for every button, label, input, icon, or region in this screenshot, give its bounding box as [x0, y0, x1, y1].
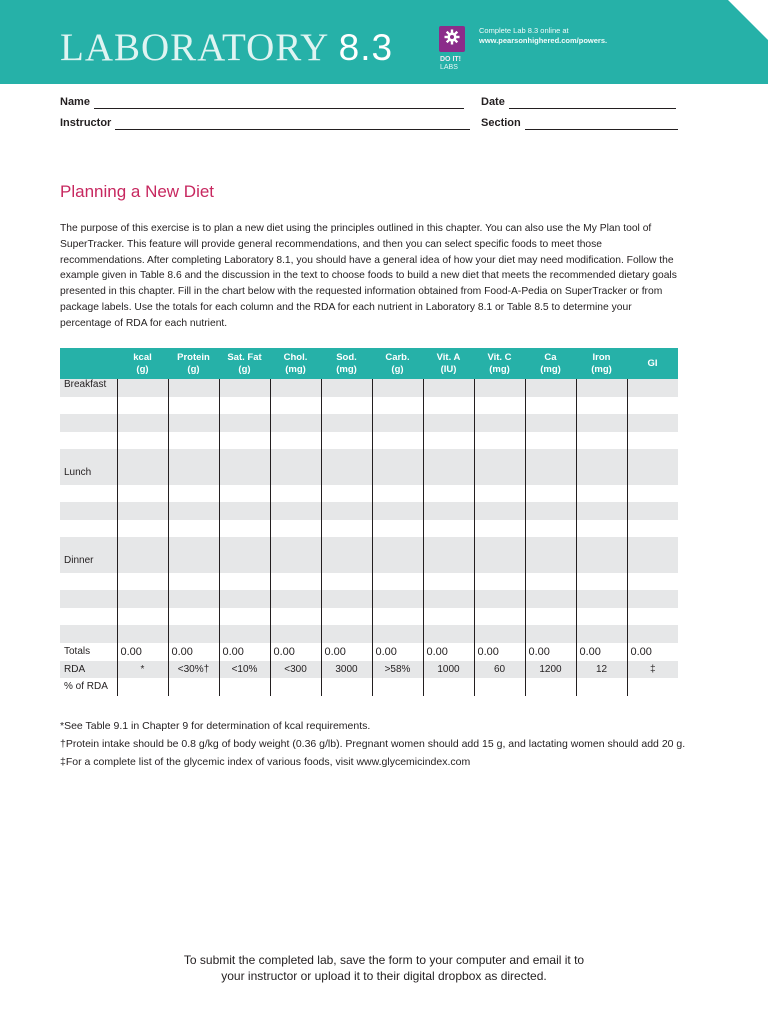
rda-value: >58%: [372, 661, 423, 679]
table-cell[interactable]: [627, 379, 678, 397]
pct-rda-label: % of RDA: [60, 678, 117, 696]
table-cell[interactable]: [117, 573, 168, 591]
col-header-protein: Protein (g): [168, 348, 219, 379]
badge-line-2: LABS: [440, 64, 458, 71]
rda-value: 60: [474, 661, 525, 679]
row-label: [60, 485, 117, 503]
table-cell[interactable]: [372, 555, 423, 573]
table-cell[interactable]: [627, 414, 678, 432]
table-cell[interactable]: [423, 414, 474, 432]
table-cell[interactable]: [372, 432, 423, 450]
table-cell[interactable]: [168, 625, 219, 643]
footer-line-1: To submit the completed lab, save the form to your computer and email it to: [183, 953, 585, 967]
table-cell[interactable]: [372, 467, 423, 485]
table-cell[interactable]: [321, 625, 372, 643]
table-cell[interactable]: [576, 397, 627, 415]
row-label: [60, 520, 117, 538]
table-cell[interactable]: [219, 432, 270, 450]
table-cell[interactable]: [474, 502, 525, 520]
table-cell[interactable]: [219, 449, 270, 467]
table-cell[interactable]: [321, 485, 372, 503]
section-label: Dinner: [60, 555, 117, 573]
table-cell[interactable]: [474, 414, 525, 432]
row-label: [60, 625, 117, 643]
section-input-line[interactable]: [525, 118, 678, 130]
table-cell[interactable]: [321, 608, 372, 626]
table-cell[interactable]: [576, 573, 627, 591]
table-cell[interactable]: [219, 625, 270, 643]
total-value[interactable]: 0.00: [372, 643, 423, 661]
pct-rda-value[interactable]: [372, 678, 423, 696]
table-cell[interactable]: [372, 485, 423, 503]
table-cell[interactable]: [525, 414, 576, 432]
table-row: [60, 661, 678, 679]
table-cell[interactable]: [219, 537, 270, 555]
pct-rda-value[interactable]: [474, 678, 525, 696]
row-label: [60, 397, 117, 415]
table-cell[interactable]: [423, 555, 474, 573]
footnotes: [60, 717, 685, 771]
diet-planning-table: [60, 348, 678, 696]
name-input-line[interactable]: [94, 97, 464, 109]
table-cell[interactable]: [270, 379, 321, 397]
table-cell[interactable]: [474, 397, 525, 415]
table-cell[interactable]: [576, 432, 627, 450]
totals-label: Totals: [60, 643, 117, 661]
table-cell[interactable]: [117, 397, 168, 415]
row-label: [60, 537, 117, 555]
online-lab-note: [479, 26, 607, 46]
table-cell[interactable]: [321, 449, 372, 467]
col-header-chol: Chol. (mg): [270, 348, 321, 379]
table-row: [60, 449, 678, 467]
table-cell[interactable]: [270, 485, 321, 503]
table-cell[interactable]: [474, 555, 525, 573]
table-cell[interactable]: [168, 379, 219, 397]
table-cell[interactable]: [474, 537, 525, 555]
date-label: Date: [481, 96, 505, 108]
table-cell[interactable]: [474, 520, 525, 538]
online-lab-link[interactable]: www.pearsonhighered.com/powers.: [479, 36, 608, 45]
table-cell[interactable]: [627, 537, 678, 555]
table-cell[interactable]: [321, 432, 372, 450]
total-value[interactable]: 0.00: [321, 643, 372, 661]
table-cell[interactable]: [576, 590, 627, 608]
table-cell[interactable]: [270, 467, 321, 485]
total-value[interactable]: 0.00: [270, 643, 321, 661]
table-cell[interactable]: [474, 485, 525, 503]
table-cell[interactable]: [576, 502, 627, 520]
table-cell[interactable]: [627, 502, 678, 520]
table-cell[interactable]: [576, 485, 627, 503]
table-cell[interactable]: [219, 414, 270, 432]
row-label: [60, 608, 117, 626]
table-cell[interactable]: [117, 608, 168, 626]
footnote-protein: †Protein intake should be 0.8 g/kg of body weight (0.36 g/lb). Pregnant women should add 15 g, and lactating women should add 20 g.: [60, 738, 686, 750]
footnote-kcal: *See Table 9.1 in Chapter 9 for determination of kcal requirements.: [60, 720, 371, 732]
table-cell[interactable]: [117, 502, 168, 520]
table-cell[interactable]: [117, 537, 168, 555]
col-header-iron: Iron (mg): [576, 348, 627, 379]
table-cell[interactable]: [117, 485, 168, 503]
table-row: [60, 502, 678, 520]
date-input-line[interactable]: [509, 97, 676, 109]
col-header-ca: Ca (mg): [525, 348, 576, 379]
table-row: [60, 537, 678, 555]
table-cell[interactable]: [168, 414, 219, 432]
table-cell[interactable]: [321, 467, 372, 485]
table-cell[interactable]: [423, 502, 474, 520]
header-corner-fold: [728, 0, 768, 40]
table-cell[interactable]: [627, 608, 678, 626]
table-cell[interactable]: [525, 379, 576, 397]
total-value[interactable]: 0.00: [627, 643, 678, 661]
table-cell[interactable]: [321, 502, 372, 520]
table-cell[interactable]: [372, 573, 423, 591]
table-cell[interactable]: [372, 537, 423, 555]
table-cell[interactable]: [474, 467, 525, 485]
rda-value: 1200: [525, 661, 576, 679]
table-row: [60, 432, 678, 450]
table-cell[interactable]: [576, 520, 627, 538]
table-cell[interactable]: [525, 573, 576, 591]
total-value[interactable]: 0.00: [576, 643, 627, 661]
table-cell[interactable]: [372, 379, 423, 397]
table-cell[interactable]: [423, 432, 474, 450]
table-cell[interactable]: [168, 573, 219, 591]
table-cell[interactable]: [627, 397, 678, 415]
table-row: [60, 608, 678, 626]
table-row: [60, 643, 678, 661]
table-cell[interactable]: [168, 485, 219, 503]
table-cell[interactable]: [270, 397, 321, 415]
table-cell[interactable]: [576, 379, 627, 397]
table-cell[interactable]: [423, 608, 474, 626]
pct-rda-value[interactable]: [321, 678, 372, 696]
col-header-sod: Sod. (mg): [321, 348, 372, 379]
table-cell[interactable]: [627, 520, 678, 538]
lab-title: [60, 26, 393, 70]
table-cell[interactable]: [219, 555, 270, 573]
table-cell[interactable]: [270, 520, 321, 538]
rda-label: RDA: [60, 661, 117, 679]
header-blank: [60, 348, 117, 379]
table-cell[interactable]: [627, 467, 678, 485]
table-cell[interactable]: [576, 608, 627, 626]
section-label: Lunch: [60, 467, 117, 485]
total-value[interactable]: 0.00: [168, 643, 219, 661]
table-row: [60, 379, 678, 397]
table-cell[interactable]: [117, 625, 168, 643]
table-cell[interactable]: [372, 520, 423, 538]
table-cell[interactable]: [627, 555, 678, 573]
table-cell[interactable]: [168, 397, 219, 415]
table-cell[interactable]: [627, 449, 678, 467]
table-cell[interactable]: [321, 379, 372, 397]
table-cell[interactable]: [525, 467, 576, 485]
do-it-labs-label: [440, 56, 461, 72]
table-cell[interactable]: [525, 449, 576, 467]
table-cell[interactable]: [423, 520, 474, 538]
table-cell[interactable]: [576, 555, 627, 573]
row-label: [60, 449, 117, 467]
pct-rda-value[interactable]: [168, 678, 219, 696]
date-field[interactable]: [481, 95, 676, 109]
table-cell[interactable]: [372, 502, 423, 520]
table-cell[interactable]: [168, 590, 219, 608]
table-cell[interactable]: [270, 502, 321, 520]
table-cell[interactable]: [168, 608, 219, 626]
pct-rda-value[interactable]: [627, 678, 678, 696]
table-cell[interactable]: [219, 397, 270, 415]
total-value[interactable]: 0.00: [219, 643, 270, 661]
table-cell[interactable]: [525, 520, 576, 538]
pct-rda-value[interactable]: [117, 678, 168, 696]
table-cell[interactable]: [270, 414, 321, 432]
table-cell[interactable]: [423, 625, 474, 643]
table-cell[interactable]: [474, 573, 525, 591]
rda-value: <300: [270, 661, 321, 679]
table-cell[interactable]: [525, 625, 576, 643]
table-row: [60, 678, 678, 696]
rda-value: 1000: [423, 661, 474, 679]
table-cell[interactable]: [525, 555, 576, 573]
name-label: Name: [60, 96, 90, 108]
table-cell[interactable]: [219, 590, 270, 608]
section-label: Section: [481, 117, 521, 129]
total-value[interactable]: 0.00: [423, 643, 474, 661]
total-value[interactable]: 0.00: [117, 643, 168, 661]
online-note-text: Complete Lab 8.3 online at: [479, 26, 569, 35]
pct-rda-value[interactable]: [270, 678, 321, 696]
table-cell[interactable]: [117, 590, 168, 608]
table-cell[interactable]: [372, 449, 423, 467]
lab-header-banner: [0, 0, 768, 84]
footnote-glycemic-index: ‡For a complete list of the glycemic index of various foods, visit www.glycemicindex.com: [60, 756, 471, 768]
table-cell[interactable]: [372, 414, 423, 432]
table-cell[interactable]: [372, 625, 423, 643]
pct-rda-value[interactable]: [525, 678, 576, 696]
table-row: [60, 625, 678, 643]
rda-value: 12: [576, 661, 627, 679]
table-cell[interactable]: [321, 414, 372, 432]
section-label: Breakfast: [60, 379, 117, 397]
instructor-field[interactable]: [60, 116, 470, 130]
table-cell[interactable]: [423, 449, 474, 467]
instructor-input-line[interactable]: [115, 118, 470, 130]
table-row: [60, 485, 678, 503]
table-cell[interactable]: [474, 590, 525, 608]
table-cell[interactable]: [321, 397, 372, 415]
section-field[interactable]: [481, 116, 678, 130]
table-cell[interactable]: [168, 537, 219, 555]
table-cell[interactable]: [117, 432, 168, 450]
table-cell[interactable]: [270, 537, 321, 555]
table-cell[interactable]: [576, 414, 627, 432]
table-row: [60, 555, 678, 573]
do-it-labs-badge[interactable]: [439, 26, 465, 52]
table-cell[interactable]: [423, 467, 474, 485]
rda-value: 3000: [321, 661, 372, 679]
table-cell[interactable]: [474, 608, 525, 626]
col-header-vit-a: Vit. A (IU): [423, 348, 474, 379]
total-value[interactable]: 0.00: [474, 643, 525, 661]
table-cell[interactable]: [117, 414, 168, 432]
table-cell[interactable]: [525, 485, 576, 503]
table-cell[interactable]: [525, 537, 576, 555]
table-cell[interactable]: [627, 573, 678, 591]
pct-rda-value[interactable]: [423, 678, 474, 696]
table-cell[interactable]: [372, 590, 423, 608]
table-cell[interactable]: [474, 379, 525, 397]
table-cell[interactable]: [168, 502, 219, 520]
table-cell[interactable]: [627, 625, 678, 643]
row-label: [60, 590, 117, 608]
table-cell[interactable]: [525, 590, 576, 608]
table-cell[interactable]: [474, 625, 525, 643]
table-cell[interactable]: [321, 555, 372, 573]
col-header-sat-fat: Sat. Fat (g): [219, 348, 270, 379]
table-cell[interactable]: [423, 573, 474, 591]
table-cell[interactable]: [117, 379, 168, 397]
table-cell[interactable]: [525, 397, 576, 415]
col-header-vit-c: Vit. C (mg): [474, 348, 525, 379]
table-cell[interactable]: [423, 379, 474, 397]
pct-rda-value[interactable]: [576, 678, 627, 696]
col-header-carb: Carb. (g): [372, 348, 423, 379]
table-cell[interactable]: [168, 449, 219, 467]
table-cell[interactable]: [168, 467, 219, 485]
table-row: [60, 590, 678, 608]
table-cell[interactable]: [270, 608, 321, 626]
submission-instructions: [0, 952, 768, 984]
table-cell[interactable]: [117, 555, 168, 573]
rda-value: ‡: [627, 661, 678, 679]
table-cell[interactable]: [219, 520, 270, 538]
name-field[interactable]: [60, 95, 464, 109]
table-cell[interactable]: [423, 485, 474, 503]
table-cell[interactable]: [219, 379, 270, 397]
table-cell[interactable]: [576, 625, 627, 643]
table-row: [60, 573, 678, 591]
table-row: [60, 414, 678, 432]
table-row: [60, 397, 678, 415]
table-cell[interactable]: [474, 432, 525, 450]
table-cell[interactable]: [321, 520, 372, 538]
rda-value: *: [117, 661, 168, 679]
instructions-paragraph: The purpose of this exercise is to plan a new diet using the principles outlined in this chapter. You can also use the My Plan tool of SuperTracker. This feature will provide general recommendations, and then you can select specific foods to meet those recommendations. After completing Laboratory 8.1, you should have a general idea of how your diet may need modification. Follow the example given in Table 8.6 and the discussion in the text to choose foods to build a new diet that meets the recommended dietary goals presented in this chapter. Fill in the chart below with the requested information obtained from Food-A-Pedia on SuperTracker or from package labels. Use the totals for each column and the RDA for each nutrient in Laboratory 8.1 or Table 8.5 to determine your percentage of RDA for each nutrient.: [60, 223, 677, 329]
table-cell[interactable]: [525, 502, 576, 520]
table-cell[interactable]: [168, 520, 219, 538]
table-cell[interactable]: [117, 520, 168, 538]
table-cell[interactable]: [372, 397, 423, 415]
table-cell[interactable]: [423, 397, 474, 415]
table-row: [60, 520, 678, 538]
row-label: [60, 414, 117, 432]
table-cell[interactable]: [219, 467, 270, 485]
table-cell[interactable]: [270, 590, 321, 608]
table-cell[interactable]: [576, 449, 627, 467]
table-cell[interactable]: [321, 590, 372, 608]
table-cell[interactable]: [117, 449, 168, 467]
table-cell[interactable]: [270, 432, 321, 450]
table-cell[interactable]: [627, 590, 678, 608]
table-cell[interactable]: [270, 625, 321, 643]
table-cell[interactable]: [219, 608, 270, 626]
instructor-label: Instructor: [60, 117, 112, 129]
total-value[interactable]: 0.00: [525, 643, 576, 661]
rda-value: <30%†: [168, 661, 219, 679]
table-cell[interactable]: [321, 537, 372, 555]
table-cell[interactable]: [525, 432, 576, 450]
table-header-row: [60, 348, 678, 379]
table-cell[interactable]: [576, 537, 627, 555]
badge-line-1: DO IT!: [440, 56, 461, 63]
table-cell[interactable]: [117, 467, 168, 485]
table-cell[interactable]: [423, 590, 474, 608]
table-cell[interactable]: [219, 502, 270, 520]
table-cell[interactable]: [423, 537, 474, 555]
row-label: [60, 573, 117, 591]
table-cell[interactable]: [270, 449, 321, 467]
table-cell[interactable]: [576, 467, 627, 485]
table-cell[interactable]: [627, 432, 678, 450]
section-title: Planning a New Diet: [60, 182, 215, 201]
table-row: [60, 467, 678, 485]
rda-value: <10%: [219, 661, 270, 679]
table-cell[interactable]: [168, 555, 219, 573]
table-cell[interactable]: [219, 573, 270, 591]
col-header-kcal: kcal (g): [117, 348, 168, 379]
footer-line-2: your instructor or upload it to their digital dropbox as directed.: [221, 969, 547, 983]
table-cell[interactable]: [627, 485, 678, 503]
col-header-gi: GI: [627, 348, 678, 379]
table-cell[interactable]: [270, 555, 321, 573]
table-cell[interactable]: [321, 573, 372, 591]
lab-title-number: 8.3: [338, 27, 394, 68]
gear-icon: [444, 29, 460, 50]
table-cell[interactable]: [474, 449, 525, 467]
table-cell[interactable]: [270, 573, 321, 591]
table-cell[interactable]: [372, 608, 423, 626]
table-cell[interactable]: [219, 485, 270, 503]
lab-title-word: LABORATORY: [60, 26, 328, 69]
table-cell[interactable]: [525, 608, 576, 626]
row-label: [60, 502, 117, 520]
row-label: [60, 432, 117, 450]
table-cell[interactable]: [168, 432, 219, 450]
pct-rda-value[interactable]: [219, 678, 270, 696]
